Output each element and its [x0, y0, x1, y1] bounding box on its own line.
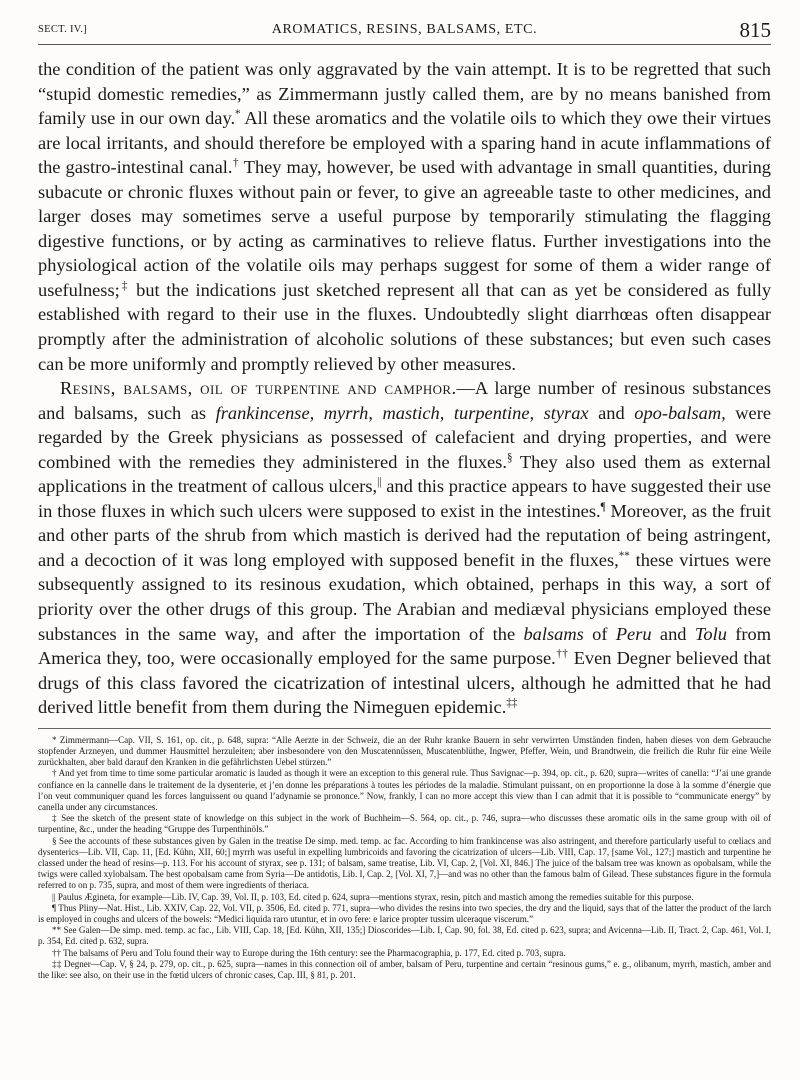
- running-title: AROMATICS, RESINS, BALSAMS, ETC.: [271, 22, 538, 37]
- footnote: ** See Galen—De simp. med. temp. ac fac., Lib. VIII, Cap. 18, [Ed. Kühn, XII, 135;] Dioscorides—Lib. I, Cap. 90, fol. 38, Ed. cited p. 623, supra; and Avicenna—Lib. II, Tract. 2, Cap. 461, Vol. I, p. 354, Ed. cited p. 632, supra.: [38, 925, 771, 947]
- footnote-divider: [38, 728, 771, 729]
- footnotes: [38, 735, 771, 981]
- text-run: —A large number of resinous substances and balsams, such as: [38, 378, 772, 423]
- italic-run: Peru: [615, 623, 652, 644]
- text-run: and this practice appears to have suggested their use in those fluxes in which such ulcers were supposed to exist in the intestines.: [38, 476, 771, 521]
- footnote-ref: **: [618, 549, 630, 562]
- footnote: †† The balsams of Peru and Tolu found their way to Europe during the 16th century: see the Pharmacographia, p. 177, Ed. cited p. 703, supra.: [52, 947, 566, 958]
- footnote-ref: §: [506, 451, 513, 464]
- footnote: ¶ Thus Pliny—Nat. Hist., Lib. XXIV, Cap. 22, Vol. VII, p. 3506, Ed. cited p. 771, supra—who divides the resins into two species, the dry and the liquid, says that of the latter the product of the larch is employed in coughs and ulcers of the bowels: “Medici liquida raro utuntur, et in ovo fere: e larice propter tussim ulceraque viscerum.”: [38, 902, 771, 925]
- footnote: ‡ See the sketch of the present state of knowledge on this subject in the work of Buchheim—S. 564, op. cit., p. 746, supra—who discusses these aromatic oils in the same group with oil of turpentine, &c., under the heading “Gruppe des Turpenthinöls.”: [38, 813, 771, 835]
- footnote-ref: †: [232, 157, 239, 170]
- text-run: Even Degner believed that drugs of this class favored the cicatrization of intestinal ulcers, although he admitted that he had derived little benefit from them during the Nimeguen epidemic.: [38, 648, 771, 718]
- footnote-ref: ¶: [600, 500, 606, 513]
- text-run: Moreover, as the fruit and other parts of the shrub from which mastich is derived had the reputation of being astringent, and a decoction of it was long employed with supposed benefit in the fluxes,: [38, 500, 771, 570]
- section-label: SECT. IV.]: [38, 24, 87, 35]
- footnote-ref: ‡‡: [506, 697, 518, 710]
- paragraph-aromatics: [38, 57, 771, 376]
- main-text: [38, 57, 771, 720]
- text-run: and: [651, 623, 695, 644]
- text-run: from America they, too, were occasionally employed for the same purpose.: [38, 623, 772, 669]
- footnote-ref: ‡: [119, 279, 130, 292]
- section-heading: Resins, balsams, oil of turpentine and camphor.: [60, 378, 457, 399]
- text-run: were regarded by the Greek physicians as possessed of calefacient and drying properties, and were combined with the remedies they administered in the fluxes.: [38, 402, 771, 472]
- footnote: † And yet from time to time some particular aromatic is lauded as though it were an exception to this general rule. Thus Savignac—p. 394, op. cit., p. 620, supra—writes of canella: “J’ai une grande confiance en la cannelle dans le traitement de la dysenterie, et j’en donne les préparations à toutes les périodes de la maladie. Stimulant puissant, on en proportionne la dose à la somme d’énergie que l’on veut communiquer quand les forces languissent ou quand l’adynamie se prononce.” Now, frankly, I can no more accept this view than I can admit that it is possible to “communicate energy” by canella under any circumstances.: [38, 768, 771, 812]
- text-run: the condition of the patient was only aggravated by the vain attempt. It is to be regretted that such “stupid domestic remedies,” as Zimmermann justly called them, are by no means banished from family use in our own day.: [38, 59, 771, 129]
- footnote-ref: ||: [377, 476, 382, 489]
- text-run: They may, however, be used with advantage in small quantities, during subacute or chronic fluxes without pain or fever, to give an agreeable taste to other medicines, and larger doses may sometimes serve a useful purpose by temporarily stimulating the flagging digestive functions, or by acting as carminatives to relieve flatus. Further investigations into the physiological action of the volatile oils may perhaps suggest for some of them a wider range of usefulness;: [38, 157, 772, 300]
- footnote-ref: ††: [555, 648, 569, 660]
- paragraph-resins: [38, 376, 771, 720]
- text-run: of: [583, 623, 616, 644]
- text-run: They also used them as external applications in the treatment of callous ulcers,: [38, 451, 771, 497]
- italic-run: Tolu: [694, 623, 727, 644]
- text-run: these virtues were subsequently assigned to its resinous exudation, which obtained, perhaps in this way, a sort of priority over the other drugs of this group. The Arabian and mediæval physicians employed these substances in the same way, and after the importation of the: [38, 549, 771, 644]
- book-page: [38, 0, 771, 981]
- running-header: [38, 10, 771, 45]
- footnote: * Zimmermann—Cap. VII, S. 161, op. cit., p. 648, supra: “Alle Aerzte in der Schweiz, die an der Ruhr kranke Bauern in sehr verwirrten Umständen finden, haben dieses von dem Gebrauche stopfender Arzneyen, und dummer Hausmittel herzuleiten; aber insbesondere von den Muscatennüssen, Muscatenblüthe, Ingwer, Pfeffer, Wein, und Brandtwein, die freilich die Ruhr für eine Weile zurückhalten, aber bald darauf den Kranken in die gefährlichsten Uebel stürzen.”: [38, 734, 771, 768]
- footnote: § See the accounts of these substances given by Galen in the treatise De simp. med. temp. ac fac. According to him frankincense was also astringent, and therefore particularly useful to cœliacs and dysenterics—Lib. VII, Cap. 11, [Ed. Kühn, XII, 60;] myrrh was useful in expelling lumbricoids and favoring the cicatrization of ulcers—Lib. VIII, Cap. 17, [same Vol., 127;] mastich and turpentine he classed under the head of resins—p. 113. For his account of styrax, see p. 131; of balsam, same treatise, Lib. VI, Cap. 2, [Vol. XI, 846.] The juice of the balsam tree was known as opobalsam, while the twigs were called xylobalsam. The best opobalsam came from Syria—De antidotis, Lib. I, Cap. 2, [Vol. XI, 7,]—and was no other than the famous balm of Gilead. These substances figure in the formula referred to on p. 735, supra, and most of them were ingredients of theriaca.: [38, 835, 771, 891]
- footnote-ref: *: [235, 107, 241, 120]
- italic-run: opo-balsam,: [634, 402, 726, 423]
- page-number: 815: [739, 18, 771, 42]
- text-run: and: [588, 402, 635, 423]
- italic-run: frankincense, myrrh, mastich, turpentine, styrax: [215, 402, 589, 423]
- footnote: ‡‡ Degner—Cap. V, § 24, p. 279, op. cit., p. 625, supra—names in this connection oil of amber, balsam of Peru, turpentine and certain “resinous gums,” e. g., olibanum, myrrh, mastich, amber and the like: see also, on their use in the fœtid ulcers of chronic cases, Cap. III, § 81, p. 201.: [38, 958, 771, 981]
- text-run: All these aromatics and the volatile oils to which they owe their virtues are local irritants, and should therefore be employed with a sparing hand in acute inflammations of the gastro-intestinal canal.: [38, 108, 771, 178]
- italic-run: balsams: [523, 623, 584, 644]
- footnote: || Paulus Ægineta, for example—Lib. IV, Cap. 39, Vol. II, p. 103, Ed. cited p. 624, supra—mentions styrax, resin, pitch and mastich among the remedies suitable for this purpose.: [52, 891, 694, 902]
- text-run: but the indications just sketched represent all that can as yet be considered as fully established with regard to their use in the fluxes. Undoubtedly slight diarrhœas often disappear promptly after the administration of alcoholic solutions of these substances; but even such cases can be more uniformly and promptly relieved by other measures.: [38, 279, 772, 374]
